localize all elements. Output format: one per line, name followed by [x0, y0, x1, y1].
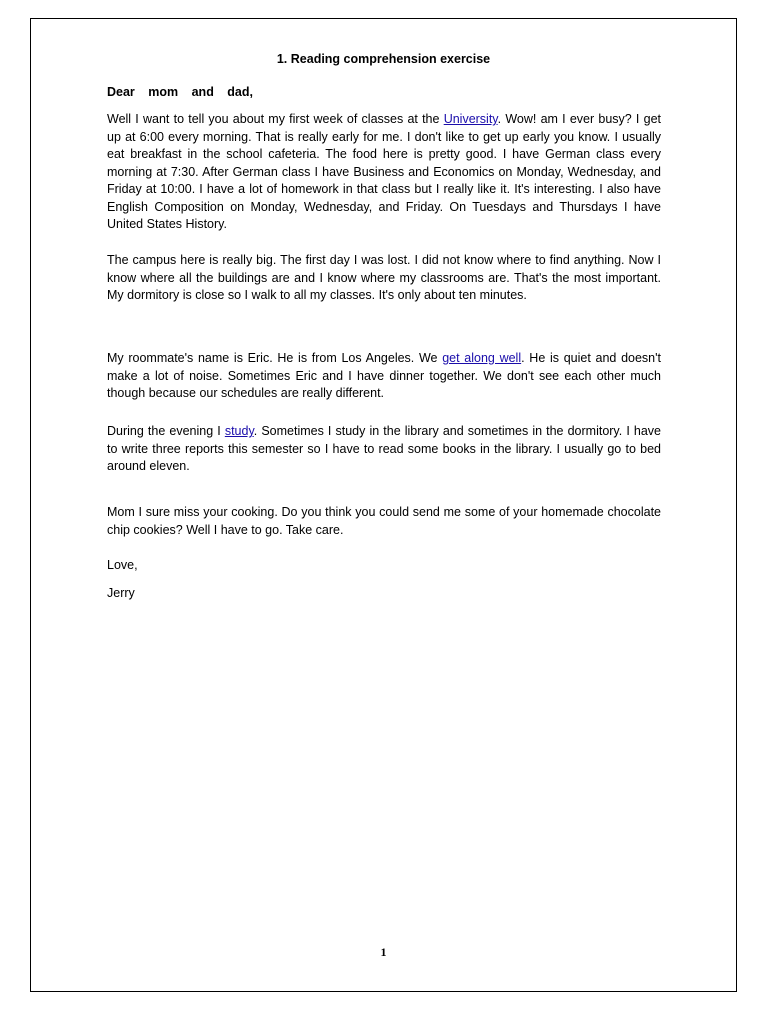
paragraph-4-text-before: During the evening I	[107, 424, 225, 438]
letter-greeting: Dear mom and dad,	[107, 85, 253, 99]
paragraph-4	[107, 423, 661, 476]
paragraph-1	[107, 111, 661, 234]
paragraph-3-text-before: My roommate's name is Eric. He is from Los Angeles. We	[107, 351, 443, 365]
paragraph-1-text-after: . Wow! am I ever busy? I get up at 6:00 every morning. That is really early for me. I don't like to get up early you know. I usually eat breakfast in the school cafeteria. The food here is pretty good. I have German class every morning at 7:30. After German class I have Business and Economics on Monday, Wednesday, and Friday at 10:00. I have a lot of homework in that class but I really like it. It's interesting. I also have English Composition on Monday, Wednesday, and Friday. On Tuesdays and Thursdays I have United States History.	[107, 112, 661, 231]
page-number: 1	[380, 945, 387, 959]
paragraph-3	[107, 350, 661, 403]
letter-signature: Jerry	[107, 586, 135, 600]
paragraph-3-text-after: . He is quiet and doesn't make a lot of noise. Sometimes Eric and I have dinner together. We don't see each other much though because our schedules are really different.	[107, 351, 661, 400]
paragraph-2: The campus here is really big. The first day I was lost. I did not know where to find anything. Now I know where all the buildings are and I know where my classrooms are. That's the most important. My dormitory is close so I walk to all my classes. It's only about ten minutes.	[107, 253, 661, 302]
paragraph-4-text-after: . Sometimes I study in the library and sometimes in the dormitory. I have to write three reports this semester so I have to read some books in the library. I usually go to bed around eleven.	[107, 424, 661, 473]
paragraph-5: Mom I sure miss your cooking. Do you think you could send me some of your homemade chocolate chip cookies? Well I have to go. Take care.	[107, 505, 661, 537]
document-page	[30, 18, 737, 992]
university-link[interactable]: University	[443, 112, 498, 126]
paragraph-1-text-before: Well I want to tell you about my first week of classes at the	[107, 112, 444, 126]
letter-closing: Love,	[107, 558, 138, 572]
document-title: 1. Reading comprehension exercise	[276, 52, 491, 66]
study-link[interactable]: study	[224, 424, 254, 438]
get-along-well-link[interactable]: get along well	[442, 351, 522, 365]
